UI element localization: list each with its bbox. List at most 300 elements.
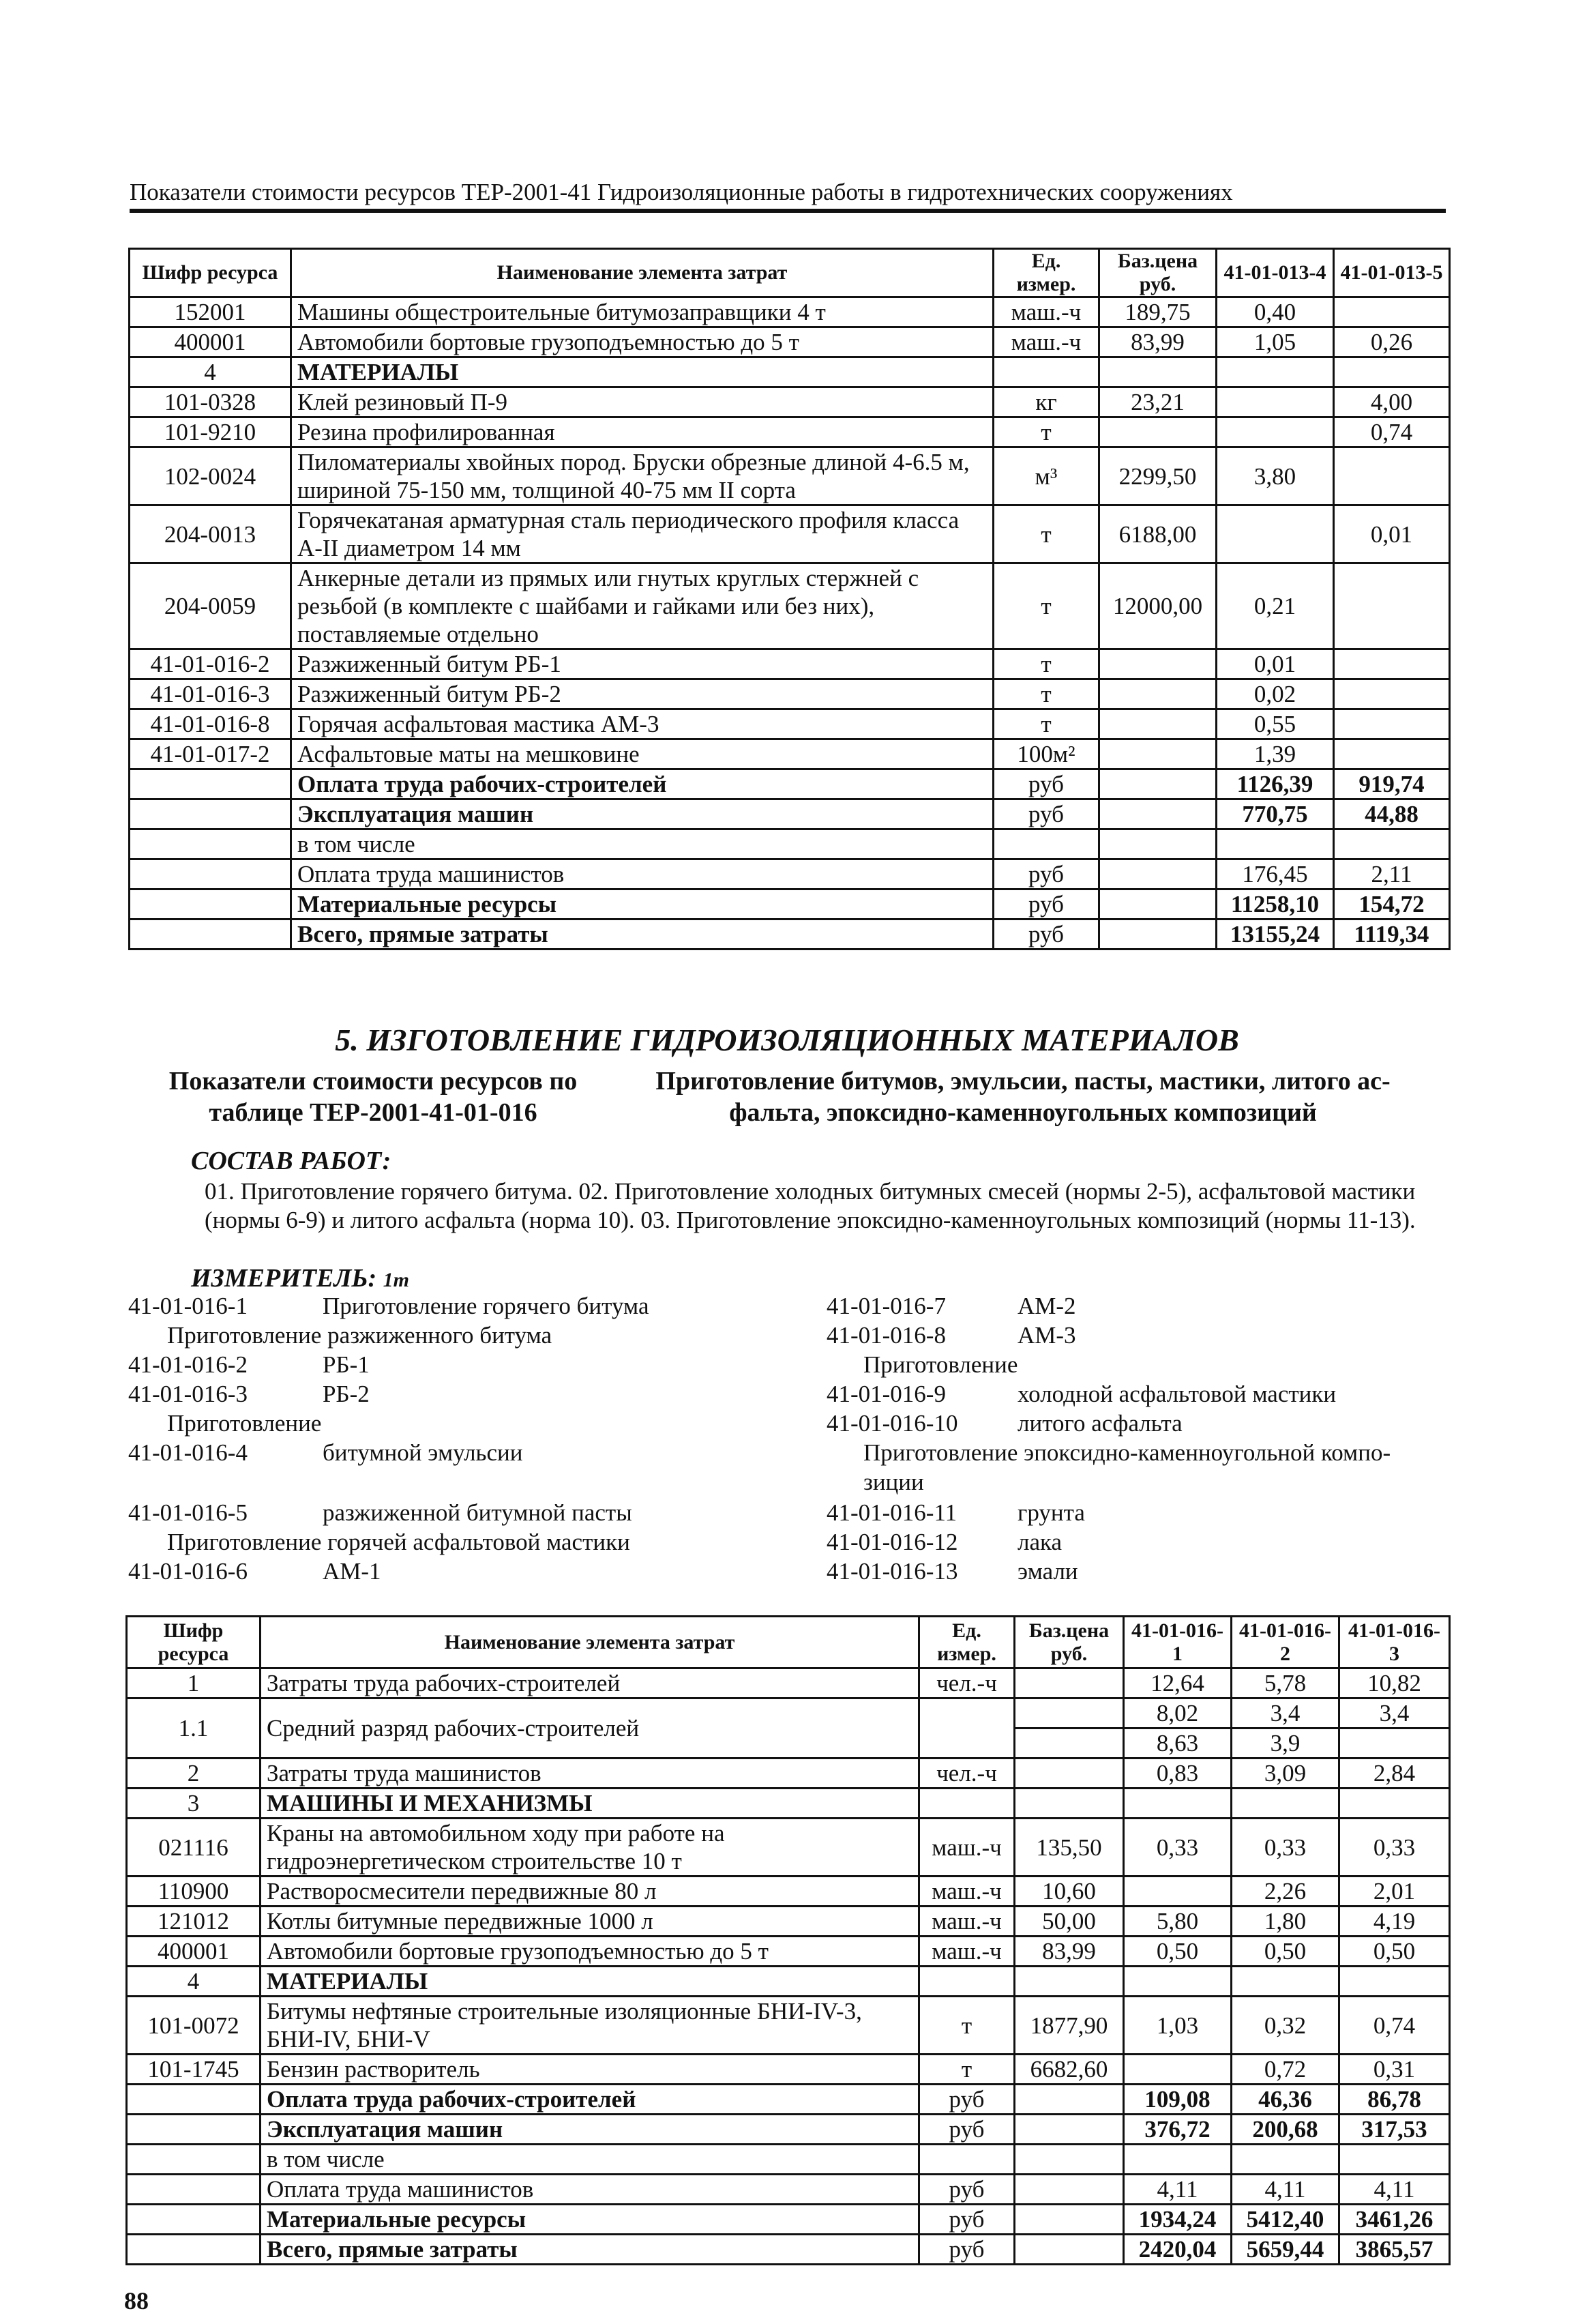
base-price: 6188,00 (1099, 505, 1217, 563)
resource-code: 41-01-016-8 (130, 709, 291, 739)
value-cell: 3461,26 (1339, 2205, 1450, 2235)
col-header: Ед. измер. (919, 1617, 1015, 1668)
value-cell (1217, 829, 1334, 859)
value-cell: 0,50 (1232, 1937, 1339, 1967)
resource-code: 121012 (127, 1907, 261, 1937)
resource-code (127, 2085, 261, 2115)
unit: маш.-ч (994, 327, 1099, 357)
norm-code: 41-01-016-11 (827, 1499, 957, 1526)
resource-code: 101-0072 (127, 1997, 261, 2055)
resource-code: 101-1745 (127, 2055, 261, 2085)
norm-item (128, 1293, 649, 1320)
norm-group: Приготовление (863, 1351, 1018, 1378)
norm-text: АМ-2 (1018, 1293, 1076, 1319)
value-cell (1124, 2055, 1232, 2085)
norm-item (128, 1499, 632, 1527)
table-row (127, 1759, 1450, 1789)
base-price (1099, 649, 1217, 679)
base-price (1099, 859, 1217, 889)
value-cell (1334, 739, 1450, 769)
norm-code: 41-01-016-10 (827, 1410, 958, 1437)
value-cell: 3,9 (1232, 1729, 1339, 1759)
value-cell: 3,80 (1217, 447, 1334, 505)
resource-code (130, 920, 291, 950)
table-row (130, 679, 1450, 709)
resource-code: 4 (127, 1967, 261, 1997)
value-cell: 0,55 (1217, 709, 1334, 739)
norm-item (827, 1529, 1062, 1556)
value-cell (1334, 563, 1450, 649)
unit: руб (994, 769, 1099, 799)
norm-code: 41-01-016-7 (827, 1293, 946, 1319)
unit: т (919, 2055, 1015, 2085)
table-row (127, 2085, 1450, 2115)
value-cell: 1,39 (1217, 739, 1334, 769)
value-cell (1217, 387, 1334, 417)
resource-table-2 (125, 1615, 1451, 2265)
value-cell: 1119,34 (1334, 920, 1450, 950)
value-cell (1334, 357, 1450, 387)
value-cell (1334, 297, 1450, 327)
base-price (1015, 1759, 1124, 1789)
base-price (1015, 1668, 1124, 1698)
norm-code: 41-01-016-3 (128, 1381, 248, 1407)
unit: т (994, 563, 1099, 649)
table-row (127, 1907, 1450, 1937)
value-cell (1334, 447, 1450, 505)
resource-code: 1.1 (127, 1698, 261, 1759)
total-label: Всего, прямые затраты (261, 2235, 919, 2265)
meter-label-text: ИЗМЕРИТЕЛЬ: (191, 1264, 377, 1293)
resource-code: 2 (127, 1759, 261, 1789)
value-cell: 0,31 (1339, 2055, 1450, 2085)
unit: руб (919, 2175, 1015, 2205)
value-cell: 3,09 (1232, 1759, 1339, 1789)
norm-group: Приготовление горячей асфальтовой мастики (167, 1529, 630, 1555)
resource-code: 41-01-017-2 (130, 739, 291, 769)
total-label: Эксплуатация машин (291, 799, 994, 829)
col-header: Баз.цена руб. (1099, 249, 1217, 297)
value-cell: 109,08 (1124, 2085, 1232, 2115)
base-price (1015, 2145, 1124, 2175)
resource-code: 400001 (130, 327, 291, 357)
table-row (130, 709, 1450, 739)
unit (919, 1967, 1015, 1997)
base-price (1015, 1729, 1124, 1759)
resource-code (127, 2175, 261, 2205)
total-label: Материальные ресурсы (261, 2205, 919, 2235)
value-cell: 8,63 (1124, 1729, 1232, 1759)
total-label: Эксплуатация машин (261, 2115, 919, 2145)
value-cell (1334, 679, 1450, 709)
value-cell: 3,4 (1339, 1698, 1450, 1729)
resource-name: Средний разряд рабочих-строителей (261, 1698, 919, 1759)
base-price (1099, 799, 1217, 829)
unit (919, 2145, 1015, 2175)
col-header: Наименование элемента затрат (261, 1617, 919, 1668)
base-price (1015, 2235, 1124, 2265)
unit (994, 357, 1099, 387)
value-cell (1232, 1789, 1339, 1819)
value-cell: 176,45 (1217, 859, 1334, 889)
resource-code: 102-0024 (130, 447, 291, 505)
resource-name: Горячая асфальтовая мастика АМ-3 (291, 709, 994, 739)
norm-item (128, 1439, 523, 1467)
resource-name: Затраты труда рабочих-строителей (261, 1668, 919, 1698)
norm-text: Приготовление горячего битума (323, 1293, 649, 1319)
unit: маш.-ч (919, 1819, 1015, 1877)
resource-code (130, 829, 291, 859)
table-row (130, 859, 1450, 889)
base-price: 135,50 (1015, 1819, 1124, 1877)
base-price (1099, 829, 1217, 859)
resource-name: Затраты труда машинистов (261, 1759, 919, 1789)
value-cell: 200,68 (1232, 2115, 1339, 2145)
resource-name: Битумы нефтяные строительные изоляционные БНИ-IV-3, БНИ-IV, БНИ-V (261, 1997, 919, 2055)
base-price (1015, 2085, 1124, 2115)
unit: руб (919, 2235, 1015, 2265)
value-cell: 2,01 (1339, 1877, 1450, 1907)
unit: руб (919, 2115, 1015, 2145)
value-cell (1124, 1877, 1232, 1907)
value-cell: 4,00 (1334, 387, 1450, 417)
norm-item (827, 1499, 1085, 1527)
base-price (1099, 679, 1217, 709)
value-cell (1124, 1789, 1232, 1819)
norm-code: 41-01-016-2 (128, 1351, 248, 1378)
norm-item (827, 1381, 1336, 1408)
unit (919, 1698, 1015, 1759)
resource-code: 4 (130, 357, 291, 387)
table-reference-line: таблице ТЕР-2001-41-01-016 (209, 1098, 537, 1127)
base-price (1099, 709, 1217, 739)
col-header: 41-01-013-5 (1334, 249, 1450, 297)
table-row (130, 769, 1450, 799)
value-cell: 0,33 (1232, 1819, 1339, 1877)
value-cell: 0,50 (1339, 1937, 1450, 1967)
unit: руб (919, 2205, 1015, 2235)
table-subject (614, 1065, 1432, 1128)
value-cell: 10,82 (1339, 1668, 1450, 1698)
table-row (127, 2055, 1450, 2085)
value-cell: 0,83 (1124, 1759, 1232, 1789)
value-cell (1217, 357, 1334, 387)
base-price: 189,75 (1099, 297, 1217, 327)
unit: маш.-ч (919, 1877, 1015, 1907)
unit: т (994, 679, 1099, 709)
value-cell: 2420,04 (1124, 2235, 1232, 2265)
base-price (1099, 417, 1217, 447)
norm-text: РБ-2 (323, 1381, 370, 1407)
table-row (127, 1789, 1450, 1819)
value-cell (1339, 1729, 1450, 1759)
subtotal-label: Оплата труда машинистов (291, 859, 994, 889)
value-cell: 0,33 (1124, 1819, 1232, 1877)
value-cell: 86,78 (1339, 2085, 1450, 2115)
base-price: 12000,00 (1099, 563, 1217, 649)
norm-code: 41-01-016-9 (827, 1381, 946, 1407)
value-cell: 11258,10 (1217, 889, 1334, 920)
table-row (130, 327, 1450, 357)
value-cell (1217, 505, 1334, 563)
unit: т (994, 505, 1099, 563)
norm-code: 41-01-016-8 (827, 1322, 946, 1349)
base-price: 83,99 (1015, 1937, 1124, 1967)
table-row (130, 649, 1450, 679)
table-row (130, 357, 1450, 387)
table-row (130, 505, 1450, 563)
base-price: 2299,50 (1099, 447, 1217, 505)
section-name: МАШИНЫ И МЕХАНИЗМЫ (261, 1789, 919, 1819)
norm-code: 41-01-016-5 (128, 1499, 248, 1526)
unit: т (994, 649, 1099, 679)
resource-name: Машины общестроительные битумозаправщики 4 т (291, 297, 994, 327)
base-price (1015, 2205, 1124, 2235)
resource-code (127, 2115, 261, 2145)
value-cell (1334, 649, 1450, 679)
unit: чел.-ч (919, 1668, 1015, 1698)
value-cell: 1934,24 (1124, 2205, 1232, 2235)
resource-name: Краны на автомобильном ходу при работе на гидроэнергетическом строительстве 10 т (261, 1819, 919, 1877)
table-row (127, 1819, 1450, 1877)
table-row (130, 799, 1450, 829)
unit (994, 829, 1099, 859)
value-cell: 0,50 (1124, 1937, 1232, 1967)
value-cell: 5659,44 (1232, 2235, 1339, 2265)
unit: т (994, 417, 1099, 447)
base-price: 83,99 (1099, 327, 1217, 357)
norm-text: разжиженной битумной пасты (323, 1499, 632, 1526)
value-cell: 376,72 (1124, 2115, 1232, 2145)
unit: маш.-ч (919, 1907, 1015, 1937)
unit: чел.-ч (919, 1759, 1015, 1789)
unit: руб (994, 799, 1099, 829)
value-cell: 1126,39 (1217, 769, 1334, 799)
resource-name: Автомобили бортовые грузоподъемностью до 5 т (261, 1937, 919, 1967)
col-header: 41-01-016-3 (1339, 1617, 1450, 1668)
composition-text: 01. Приготовление горячего битума. 02. Приготовление холодных битумных смесей (нормы 2-5), асфальтовой мастики (нормы 6-9) и литого асфальта (норма 10). 03. Приготовление эпоксидно-каменноугольных композиций (нормы 11-13). (205, 1178, 1416, 1233)
value-cell: 0,33 (1339, 1819, 1450, 1877)
norm-item (827, 1558, 1078, 1585)
value-cell: 3,4 (1232, 1698, 1339, 1729)
value-cell: 0,74 (1334, 417, 1450, 447)
value-cell: 4,11 (1124, 2175, 1232, 2205)
col-header: Шифр ресурса (127, 1617, 261, 1668)
norm-code: 41-01-016-6 (128, 1558, 248, 1585)
unit: маш.-ч (919, 1937, 1015, 1967)
total-label: Материальные ресурсы (291, 889, 994, 920)
value-cell (1339, 1967, 1450, 1997)
resource-name: Бензин растворитель (261, 2055, 919, 2085)
col-header: Ед. измер. (994, 249, 1099, 297)
value-cell: 5,78 (1232, 1668, 1339, 1698)
value-cell (1334, 709, 1450, 739)
value-cell (1124, 1967, 1232, 1997)
resource-code (130, 799, 291, 829)
resource-code: 021116 (127, 1819, 261, 1877)
resource-name: Горячекатаная арматурная сталь периодического профиля класса А-II диаметром 14 мм (291, 505, 994, 563)
norm-item (128, 1381, 370, 1408)
norm-item (128, 1558, 381, 1585)
table-row (127, 1997, 1450, 2055)
unit: т (919, 1997, 1015, 2055)
value-cell: 44,88 (1334, 799, 1450, 829)
base-price: 23,21 (1099, 387, 1217, 417)
table-row (130, 297, 1450, 327)
value-cell: 0,01 (1217, 649, 1334, 679)
value-cell: 5412,40 (1232, 2205, 1339, 2235)
base-price (1015, 2115, 1124, 2145)
resource-code: 400001 (127, 1937, 261, 1967)
norm-item (827, 1322, 1076, 1349)
table-row (127, 2145, 1450, 2175)
base-price: 50,00 (1015, 1907, 1124, 1937)
section-name: МАТЕРИАЛЫ (261, 1967, 919, 1997)
table-row (127, 1877, 1450, 1907)
value-cell: 0,02 (1217, 679, 1334, 709)
value-cell: 317,53 (1339, 2115, 1450, 2145)
norm-text: АМ-1 (323, 1558, 381, 1585)
table-row (130, 920, 1450, 950)
unit: 100м² (994, 739, 1099, 769)
resource-code (127, 2145, 261, 2175)
value-cell (1232, 1967, 1339, 1997)
base-price: 10,60 (1015, 1877, 1124, 1907)
base-price (1099, 889, 1217, 920)
value-cell: 1,80 (1232, 1907, 1339, 1937)
table-reference (145, 1065, 602, 1128)
table-row (130, 447, 1450, 505)
value-cell (1232, 2145, 1339, 2175)
norm-text: литого асфальта (1018, 1410, 1183, 1437)
value-cell: 0,21 (1217, 563, 1334, 649)
value-cell: 0,26 (1334, 327, 1450, 357)
table-row (130, 417, 1450, 447)
norm-text: лака (1018, 1529, 1063, 1555)
value-cell (1217, 417, 1334, 447)
value-cell (1334, 829, 1450, 859)
subtotal-label: в том числе (291, 829, 994, 859)
value-cell: 0,01 (1334, 505, 1450, 563)
value-cell: 8,02 (1124, 1698, 1232, 1729)
resource-code: 101-9210 (130, 417, 291, 447)
value-cell: 5,80 (1124, 1907, 1232, 1937)
norm-item (827, 1293, 1076, 1320)
resource-name: Котлы битумные передвижные 1000 л (261, 1907, 919, 1937)
resource-name: Разжиженный битум РБ-1 (291, 649, 994, 679)
norm-code: 41-01-016-12 (827, 1529, 958, 1555)
base-price (1015, 1967, 1124, 1997)
value-cell: 3865,57 (1339, 2235, 1450, 2265)
value-cell: 154,72 (1334, 889, 1450, 920)
norm-text: АМ-3 (1018, 1322, 1076, 1349)
composition-label: СОСТАВ РАБОТ: (191, 1147, 391, 1175)
table-row (127, 2175, 1450, 2205)
resource-name: Асфальтовые маты на мешковине (291, 739, 994, 769)
col-header: Наименование элемента затрат (291, 249, 994, 297)
unit: маш.-ч (994, 297, 1099, 327)
page-number: 88 (124, 2287, 149, 2314)
resource-name: Разжиженный битум РБ-2 (291, 679, 994, 709)
value-cell: 46,36 (1232, 2085, 1339, 2115)
base-price (1099, 769, 1217, 799)
resource-code: 1 (127, 1668, 261, 1698)
resource-code: 3 (127, 1789, 261, 1819)
resource-code: 152001 (130, 297, 291, 327)
table-subject-line: фальта, эпоксидно-каменноугольных композиций (729, 1098, 1317, 1127)
unit: кг (994, 387, 1099, 417)
col-header: 41-01-016-2 (1232, 1617, 1339, 1668)
value-cell: 2,84 (1339, 1759, 1450, 1789)
value-cell: 0,32 (1232, 1997, 1339, 2055)
table-subject-line: Приготовление битумов, эмульсии, пасты, мастики, литого ас- (655, 1067, 1391, 1095)
resource-name: Автомобили бортовые грузоподъемностью до 5 т (291, 327, 994, 357)
resource-code: 41-01-016-3 (130, 679, 291, 709)
table-row (130, 387, 1450, 417)
base-price (1099, 357, 1217, 387)
value-cell: 13155,24 (1217, 920, 1334, 950)
value-cell: 4,11 (1232, 2175, 1339, 2205)
resource-name: Анкерные детали из прямых или гнутых круглых стержней с резьбой (в комплекте с шайбами и гайками или без них), поставляемые отдельно (291, 563, 994, 649)
col-header: Шифр ресурса (130, 249, 291, 297)
norm-group: зиции (863, 1469, 924, 1495)
table-row (127, 1668, 1450, 1698)
base-price (1099, 920, 1217, 950)
meter-value: 1т (383, 1269, 410, 1291)
base-price (1015, 1789, 1124, 1819)
col-header: Баз.цена руб. (1015, 1617, 1124, 1668)
col-header: 41-01-013-4 (1217, 249, 1334, 297)
base-price (1015, 2175, 1124, 2205)
base-price: 6682,60 (1015, 2055, 1124, 2085)
value-cell (1339, 2145, 1450, 2175)
norm-group: Приготовление (167, 1410, 322, 1437)
unit: руб (919, 2085, 1015, 2115)
norm-text: грунта (1018, 1499, 1085, 1526)
norm-text: эмали (1018, 1558, 1078, 1585)
table-row (127, 2205, 1450, 2235)
base-price: 1877,90 (1015, 1997, 1124, 2055)
resource-name: Растворосмесители передвижные 80 л (261, 1877, 919, 1907)
value-cell: 4,11 (1339, 2175, 1450, 2205)
value-cell: 770,75 (1217, 799, 1334, 829)
section-name: МАТЕРИАЛЫ (291, 357, 994, 387)
norm-code: 41-01-016-1 (128, 1293, 248, 1319)
norm-text: холодной асфальтовой мастики (1018, 1381, 1337, 1407)
unit: т (994, 709, 1099, 739)
norm-group: Приготовление разжиженного битума (167, 1322, 552, 1349)
resource-table-1 (128, 248, 1451, 950)
meter-label (191, 1263, 409, 1293)
resource-code: 204-0059 (130, 563, 291, 649)
value-cell: 0,74 (1339, 1997, 1450, 2055)
norm-item (827, 1410, 1183, 1437)
norm-group: Приготовление эпоксидно-каменноугольной компо- (863, 1439, 1391, 1466)
base-price (1015, 1698, 1124, 1729)
value-cell: 0,72 (1232, 2055, 1339, 2085)
total-label: Оплата труда рабочих-строителей (291, 769, 994, 799)
resource-name: Клей резиновый П-9 (291, 387, 994, 417)
value-cell: 1,05 (1217, 327, 1334, 357)
section-title: 5. ИЗГОТОВЛЕНИЕ ГИДРОИЗОЛЯЦИОННЫХ МАТЕРИАЛОВ (335, 1023, 1239, 1057)
norm-code: 41-01-016-4 (128, 1439, 248, 1466)
table-row (130, 739, 1450, 769)
resource-code (127, 2205, 261, 2235)
base-price (1099, 739, 1217, 769)
col-header: 41-01-016-1 (1124, 1617, 1232, 1668)
resource-name: Пиломатериалы хвойных пород. Бруски обрезные длиной 4-6.5 м, шириной 75-150 мм, толщиной 40-75 мм II сорта (291, 447, 994, 505)
subtotal-label: в том числе (261, 2145, 919, 2175)
